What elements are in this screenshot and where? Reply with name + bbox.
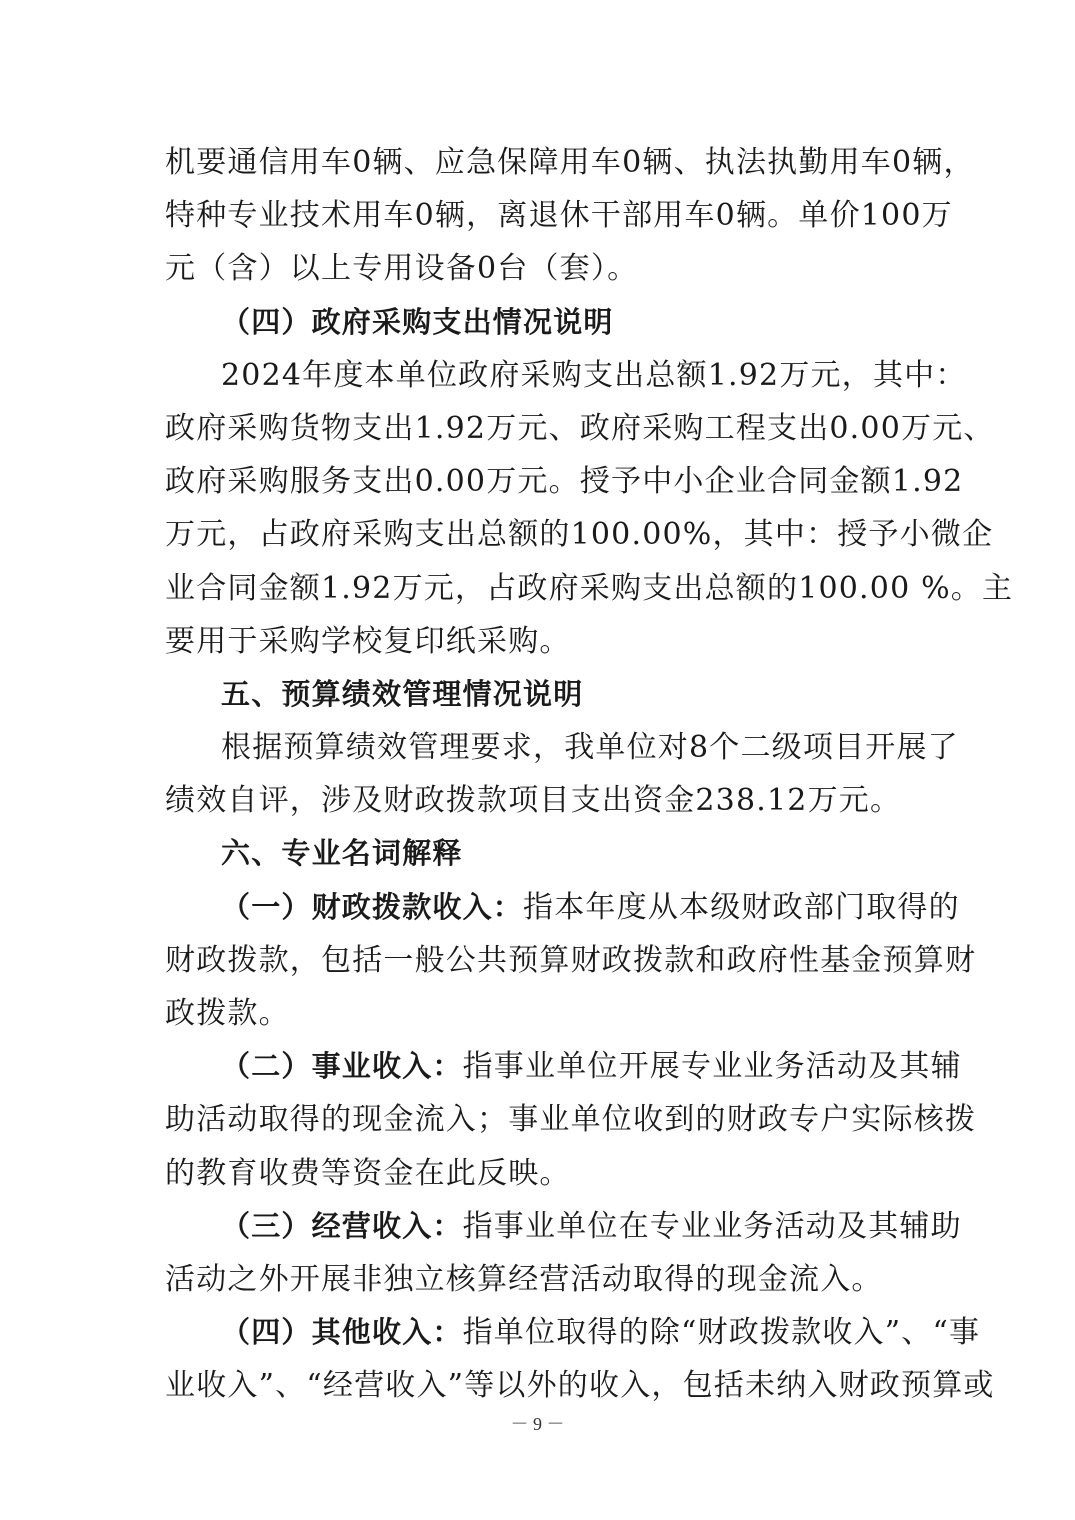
glossary-term-line (165, 1306, 981, 1359)
paragraph-line: 要用于采购学校复印纸采购。 (165, 623, 571, 659)
glossary-term-line (165, 1040, 962, 1093)
paragraph-line: 的教育收费等资金在此反映。 (165, 1155, 571, 1191)
paragraph-line: 政拨款。 (165, 996, 290, 1031)
paragraph-line: 元（含）以上专用设备0台（套）。 (165, 251, 639, 287)
glossary-term: （二）事业收入： (221, 1049, 463, 1084)
paragraph-line: 财政拨款，包括一般公共预算财政拨款和政府性基金预算财 (165, 942, 977, 978)
section-heading-glossary: 六、专业名词解释 (221, 836, 463, 871)
section-heading-procurement: （四）政府采购支出情况说明 (221, 304, 614, 339)
glossary-definition: 指本年度从本级财政部门取得的 (523, 889, 960, 925)
page-number: － 9 － (510, 1414, 565, 1434)
paragraph-line: 机要通信用车0辆、应急保障用车0辆、执法执勤用车0辆， (165, 145, 975, 180)
glossary-definition: 指事业单位开展专业业务活动及其辅 (462, 1049, 962, 1085)
paragraph-line: 政府采购服务支出0.00万元。授予中小企业合同金额1.92 (165, 464, 964, 500)
glossary-term-line (165, 881, 960, 934)
glossary-term-line (165, 1200, 962, 1253)
glossary-definition: 指事业单位在专业业务活动及其辅助 (462, 1208, 962, 1244)
glossary-term: （三）经营收入： (221, 1208, 463, 1243)
document-body (165, 136, 1014, 1413)
paragraph-line: 助活动取得的现金流入；事业单位收到的财政专户实际核拨 (165, 1102, 977, 1138)
section-heading-performance: 五、预算绩效管理情况说明 (221, 676, 584, 711)
glossary-term: （一）财政拨款收入： (221, 889, 524, 924)
paragraph-line: 业合同金额1.92万元，占政府采购支出总额的100.00 %。主 (165, 570, 1014, 606)
paragraph-line: 根据预算绩效管理要求，我单位对8个二级项目开展了 (221, 730, 959, 766)
paragraph-line: 政府采购货物支出1.92万元、政府采购工程支出0.00万元、 (165, 410, 995, 446)
paragraph-line: 活动之外开展非独立核算经营活动取得的现金流入。 (165, 1261, 883, 1297)
paragraph-line: 特种专业技术用车0辆，离退休干部用车0辆。单价100万 (165, 198, 953, 234)
paragraph-line: 绩效自评，涉及财政拨款项目支出资金238.12万元。 (165, 783, 902, 819)
paragraph-line: 业收入”、“经营收入”等以外的收入，包括未纳入财政预算或 (165, 1368, 995, 1404)
paragraph-line: 万元，占政府采购支出总额的100.00%，其中：授予小微企 (165, 517, 994, 553)
glossary-term: （四）其他收入： (221, 1315, 463, 1350)
glossary-definition: 指单位取得的除“财政拨款收入”、“事 (462, 1315, 981, 1351)
paragraph-line: 2024年度本单位政府采购支出总额1.92万元，其中： (221, 357, 967, 393)
